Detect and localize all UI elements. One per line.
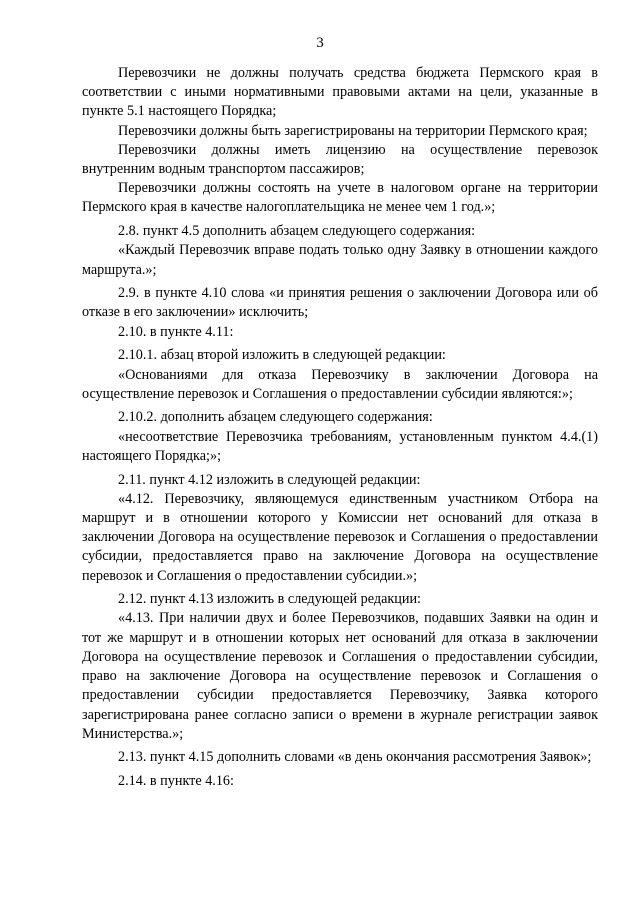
paragraph-7: 2.9. в пункте 4.10 слова «и принятия решения о заключении Договора или об отказе в его заключении» исключить;: [82, 285, 598, 321]
paragraph-9: 2.10.1. абзац второй изложить в следующей редакции:: [118, 347, 446, 364]
document-body: [82, 64, 598, 791]
paragraph-6: «Каждый Перевозчик вправе подать только одну Заявку в отношении каждого маршрута.»;: [82, 242, 598, 278]
paragraph-10: «Основаниями для отказа Перевозчику в заключении Договора на осуществление перевозок и Соглашения о предоставлении субсидии являются:»;: [82, 366, 598, 402]
paragraph-1: Перевозчики не должны получать средства бюджета Пермского края в соответствии с иными нормативными правовыми актами на цели, указанные в пункте 5.1 настоящего Порядка;: [82, 65, 598, 120]
paragraph-12: «несоответствие Перевозчика требованиям, установленным пунктом 4.4.(1) настоящего Порядка;»;: [82, 428, 598, 464]
paragraph-4: Перевозчики должны состоять на учете в налоговом органе на территории Пермского края в качестве налогоплательщика не менее чем 1 год.»;: [82, 180, 598, 216]
paragraph-15: 2.12. пункт 4.13 изложить в следующей редакции:: [118, 591, 421, 608]
paragraph-3: Перевозчики должны иметь лицензию на осуществление перевозок внутренним водным транспортом пассажиров;: [82, 141, 598, 178]
paragraph-8: 2.10. в пункте 4.11:: [118, 323, 234, 340]
paragraph-18: 2.14. в пункте 4.16:: [118, 773, 234, 790]
paragraph-17: 2.13. пункт 4.15 дополнить словами «в день окончания рассмотрения Заявок»;: [118, 749, 592, 766]
paragraph-14: «4.12. Перевозчику, являющемуся единственным участником Отбора на маршрут и в отношении которого у Комиссии нет оснований для отказа в заключении Договора на осуществление перевозок и Соглашения о предоставлении субсидии, предоставляется право на заключение Договора на осуществление перевозок и Соглашения о предоставлении субсидии.»;: [82, 490, 598, 584]
page-number: 3: [316, 35, 324, 51]
paragraph-2: Перевозчики должны быть зарегистрированы на территории Пермского края;: [118, 122, 588, 139]
paragraph-13: 2.11. пункт 4.12 изложить в следующей редакции:: [118, 471, 421, 488]
paragraph-16: «4.13. При наличии двух и более Перевозчиков, подавших Заявки на один и тот же маршрут и в отношении которых нет оснований для отказа в заключении Договора на осуществление перевозок и Соглашения о предоставлении субсидии, право на заключение Договора на осуществление перевозок и Соглашения о предоставлении субсидии предоставляется Перевозчику, Заявка которого зарегистрирована ранее согласно записи о времени в журнале регистрации заявок Министерства.»;: [82, 610, 598, 742]
paragraph-5: 2.8. пункт 4.5 дополнить абзацем следующего содержания:: [118, 223, 476, 240]
paragraph-11: 2.10.2. дополнить абзацем следующего содержания:: [118, 409, 433, 426]
